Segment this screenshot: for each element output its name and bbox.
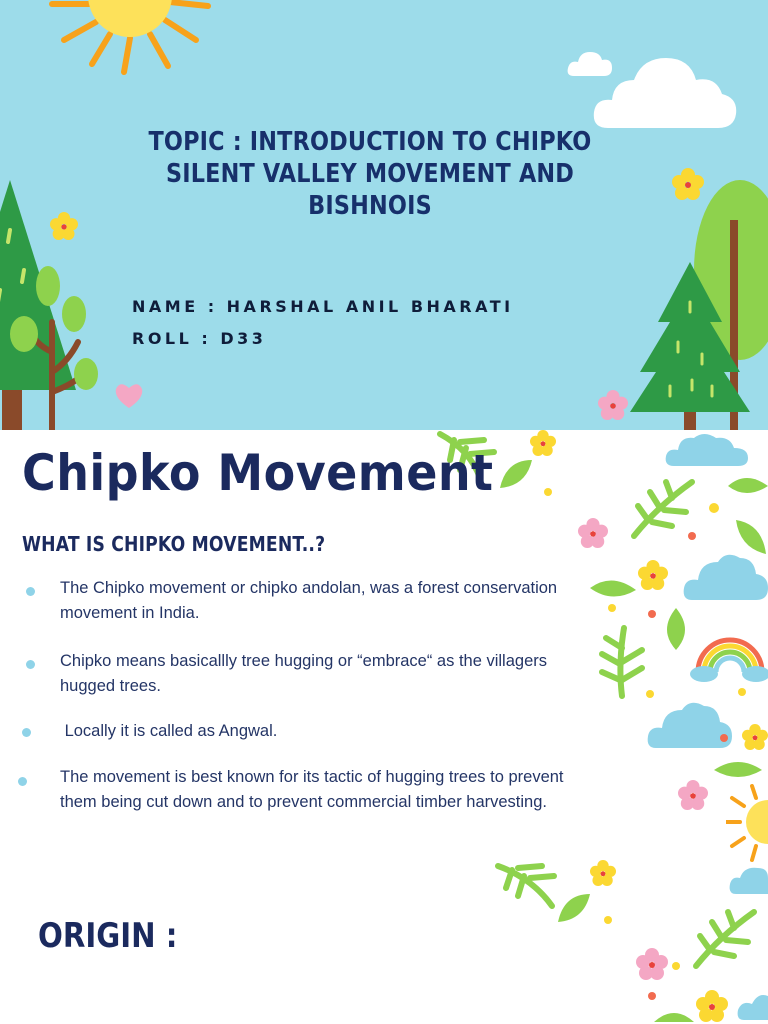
bullet-text: Locally it is called as Angwal. [60, 722, 278, 740]
flower-icon [528, 430, 558, 456]
title-slide [0, 0, 768, 430]
bullet-dot [22, 728, 31, 737]
origin-heading: ORIGIN : [38, 916, 178, 956]
title-line: BISHNOIS [308, 191, 432, 221]
title-line: TOPIC : INTRODUCTION TO CHIPKO [148, 127, 592, 157]
title-line: SILENT VALLEY MOVEMENT AND [165, 159, 575, 189]
bullet-dot [26, 587, 35, 596]
content-slide [0, 430, 768, 1024]
roll-number: ROLL : D33 [132, 329, 267, 348]
leaf-icon [496, 456, 536, 492]
cloud-icon [590, 50, 740, 134]
slide-title [146, 126, 593, 222]
bullet-dot [26, 660, 35, 669]
sun-icon [40, 0, 220, 90]
confetti-dots [540, 480, 768, 1020]
pine-tree-icon [630, 262, 750, 430]
author-name: NAME : HARSHAL ANIL BHARATI [132, 297, 514, 316]
bullet-text: The movement is best known for its tactic of hugging trees to prevent them being cut down and to prevent commercial timber harvesting. [60, 768, 564, 811]
tree-icon [8, 262, 104, 430]
flower-icon [598, 390, 628, 420]
flower-icon [672, 168, 704, 200]
flower-icon [50, 212, 78, 240]
bullet-text: Chipko means basicallly tree hugging or “embrace“ as the villagers hugged trees. [60, 652, 547, 695]
section-subheading: WHAT IS CHIPKO MOVEMENT..? [22, 532, 326, 556]
bullet-dot [18, 777, 27, 786]
slide-heading: Chipko Movement [22, 444, 494, 502]
heart-icon [112, 380, 146, 410]
bullet-text: The Chipko movement or chipko andolan, was a forest conservation movement in India. [60, 579, 558, 622]
cloud-icon [664, 430, 750, 470]
